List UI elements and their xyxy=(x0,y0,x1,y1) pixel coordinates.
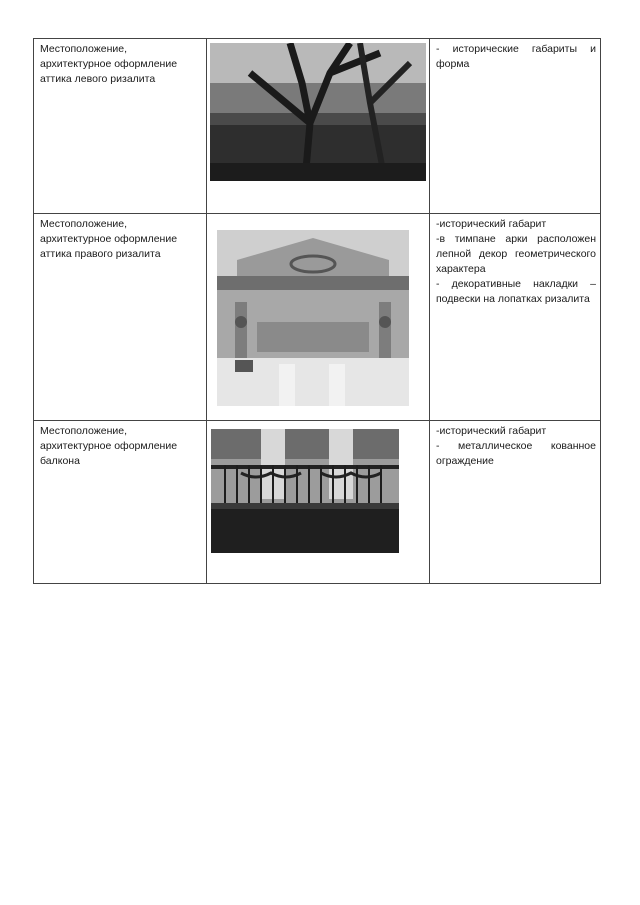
right-risalit-attic-photo xyxy=(217,230,409,406)
location-line: Местоположение, xyxy=(40,218,128,230)
table-row xyxy=(34,421,601,584)
features-cell xyxy=(430,421,601,584)
balcony-photo xyxy=(211,429,425,553)
location-cell xyxy=(34,214,207,421)
table-row xyxy=(34,39,601,214)
table-row xyxy=(34,214,601,421)
feature-item: -в тимпане арки расположен лепной декор геометрического характера xyxy=(436,233,596,275)
photo-cell xyxy=(207,39,430,214)
location-line: балкона xyxy=(40,455,80,467)
location-cell xyxy=(34,39,207,214)
feature-item: -исторический габарит xyxy=(436,218,547,230)
feature-item: -исторический габарит xyxy=(436,425,547,437)
feature-item: - декоративные накладки – подвески на лопатках ризалита xyxy=(436,278,596,305)
location-line: архитектурное оформление xyxy=(40,440,178,452)
location-line: Местоположение, xyxy=(40,425,128,437)
location-line: архитектурное оформление xyxy=(40,58,178,70)
location-line: аттика левого ризалита xyxy=(40,73,156,85)
features-cell xyxy=(430,214,601,421)
photo-cell xyxy=(207,421,430,584)
location-line: аттика правого ризалита xyxy=(40,248,161,260)
features-table xyxy=(33,38,601,584)
features-cell xyxy=(430,39,601,214)
location-cell xyxy=(34,421,207,584)
left-risalit-attic-photo xyxy=(210,43,426,181)
location-line: Местоположение, xyxy=(40,43,128,55)
feature-item: - исторические габариты и форма xyxy=(436,43,596,70)
feature-item: - металлическое кованное ограждение xyxy=(436,440,596,467)
photo-cell xyxy=(207,214,430,421)
location-line: архитектурное оформление xyxy=(40,233,178,245)
